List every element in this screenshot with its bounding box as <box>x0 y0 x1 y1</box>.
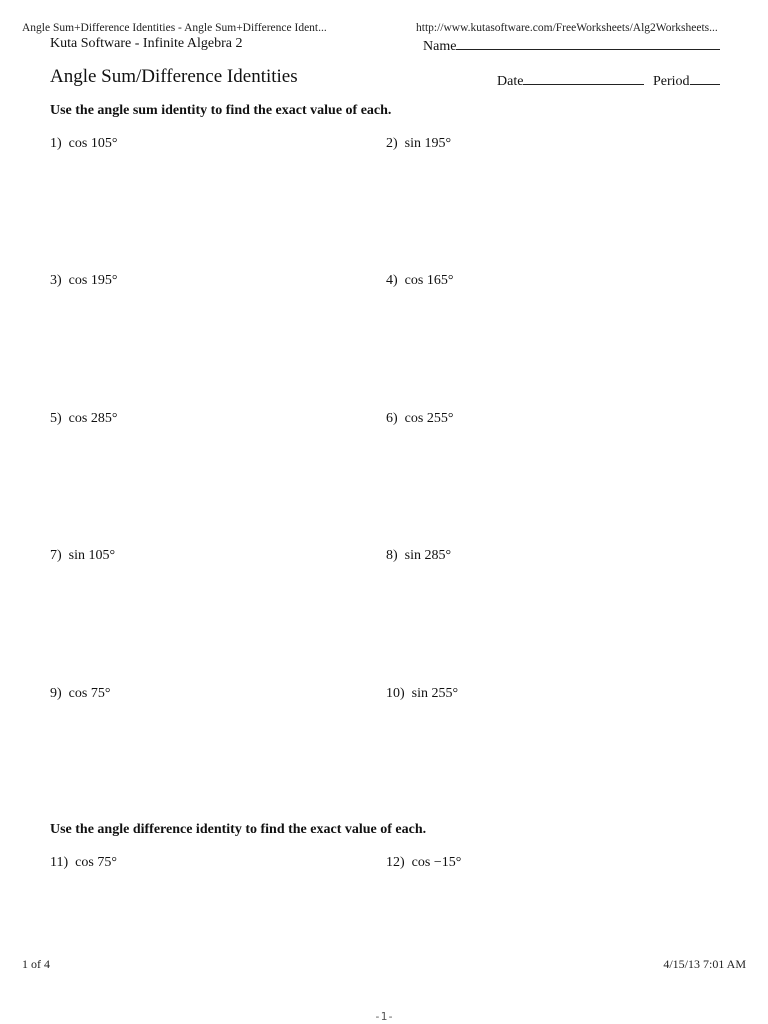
publisher-line: Kuta Software - Infinite Algebra 2 <box>50 36 243 51</box>
browser-page-title: Angle Sum+Difference Identities - Angle Sum+Difference Ident... <box>22 22 327 34</box>
period-label: Period <box>653 74 690 89</box>
period-field <box>653 71 720 90</box>
date-blank <box>523 71 644 85</box>
problem-item: 8) sin 285° <box>386 548 452 563</box>
problem-item: 6) cos 255° <box>386 411 454 426</box>
problem-item: 2) sin 195° <box>386 136 452 151</box>
date-field <box>497 71 644 90</box>
date-label: Date <box>497 74 524 89</box>
page-count: 1 of 4 <box>22 957 50 971</box>
section-instruction: Use the angle sum identity to find the exact value of each. <box>50 103 392 118</box>
page-number: -1- <box>374 1010 394 1023</box>
problem-item: 12) cos −15° <box>386 855 462 870</box>
name-field <box>423 36 720 55</box>
problem-item: 3) cos 195° <box>50 273 118 288</box>
problem-item: 10) sin 255° <box>386 686 459 701</box>
period-blank <box>690 71 720 85</box>
problem-item: 11) cos 75° <box>50 855 117 870</box>
name-label: Name <box>423 39 457 54</box>
print-timestamp: 4/15/13 7:01 AM <box>663 957 746 971</box>
section-instruction: Use the angle difference identity to find the exact value of each. <box>50 822 427 837</box>
problem-item: 5) cos 285° <box>50 411 118 426</box>
problem-item: 1) cos 105° <box>50 136 118 151</box>
problem-item: 4) cos 165° <box>386 273 454 288</box>
page-title: Angle Sum/Difference Identities <box>50 66 298 87</box>
browser-url: http://www.kutasoftware.com/FreeWorksheets/Alg2Worksheets... <box>416 22 718 34</box>
name-blank <box>456 36 720 50</box>
problem-item: 9) cos 75° <box>50 686 111 701</box>
problem-item: 7) sin 105° <box>50 548 116 563</box>
